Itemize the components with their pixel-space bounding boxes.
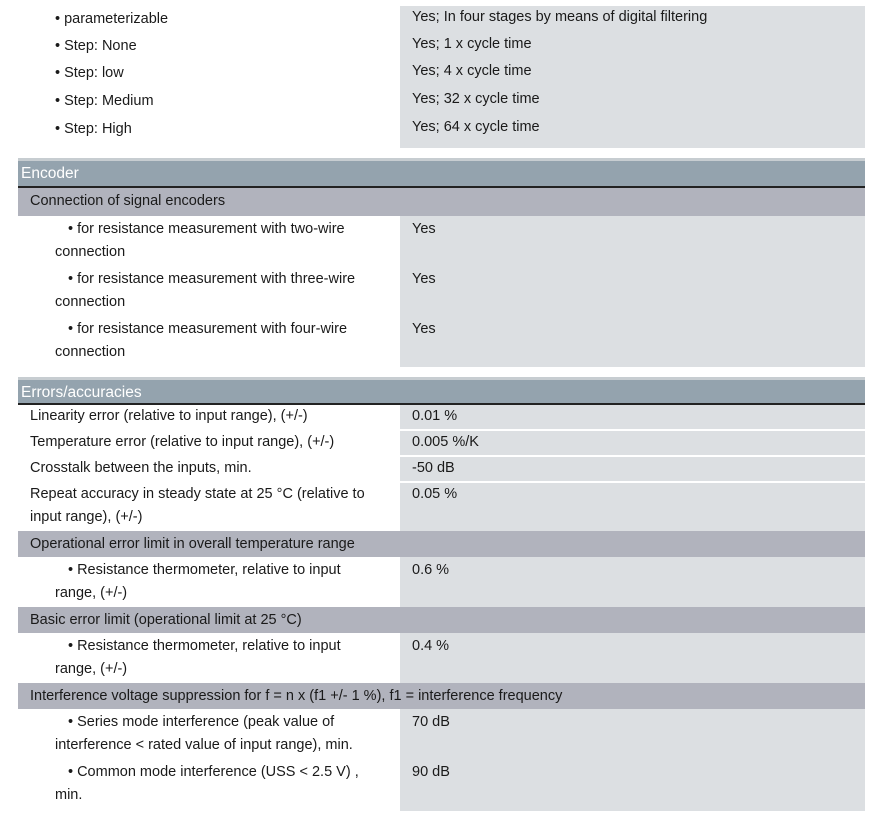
row-value: Yes; 1 x cycle time	[400, 33, 865, 60]
row-label-line2: connection	[55, 294, 126, 310]
spec-sheet	[18, 0, 865, 811]
row-label: • Step: None	[18, 33, 398, 60]
row-label-line2: connection	[55, 344, 126, 360]
row-label	[18, 633, 398, 683]
row-label	[18, 216, 398, 266]
row-value: 0.01 %	[400, 405, 865, 429]
row-label-line1: • for resistance measurement with four-wire	[68, 318, 398, 341]
table-row	[18, 88, 865, 116]
row-label: • Step: low	[18, 60, 398, 88]
row-value: Yes; In four stages by means of digital filtering	[400, 6, 865, 33]
row-value: -50 dB	[400, 457, 865, 481]
row-label-line1: • for resistance measurement with two-wire	[68, 218, 398, 241]
table-row	[18, 216, 865, 266]
row-value: Yes	[400, 316, 865, 367]
row-value: 90 dB	[400, 759, 865, 811]
table-row	[18, 266, 865, 316]
row-label: Crosstalk between the inputs, min.	[30, 460, 252, 476]
row-label	[18, 266, 398, 316]
row-label-line2: interference < rated value of input range), min.	[55, 737, 353, 753]
section-header-errors: Errors/accuracies	[18, 377, 865, 405]
row-value: 0.05 %	[400, 483, 865, 531]
section-header-encoder: Encoder	[18, 158, 865, 188]
table-row	[18, 483, 865, 531]
row-label-line2: min.	[55, 787, 83, 803]
row-label	[18, 709, 398, 759]
table-row	[18, 6, 865, 33]
table-row	[18, 431, 865, 457]
row-value: Yes	[400, 216, 865, 266]
table-row	[18, 457, 865, 483]
row-label	[18, 483, 398, 531]
table-row	[18, 405, 865, 431]
errors-section	[18, 377, 865, 811]
subheading-basic-error: Basic error limit (operational limit at 25 °C)	[18, 607, 865, 633]
table-row	[18, 633, 865, 683]
row-value: Yes	[400, 266, 865, 316]
row-value: Yes; 4 x cycle time	[400, 60, 865, 88]
subheading-operational-error: Operational error limit in overall temperature range	[18, 531, 865, 557]
subheading-interference: Interference voltage suppression for f = n x (f1 +/- 1 %), f1 = interference frequency	[18, 683, 865, 709]
encoder-section	[18, 158, 865, 367]
row-value: 0.4 %	[400, 633, 865, 683]
table-row	[18, 33, 865, 60]
row-label	[18, 316, 398, 367]
row-value: 70 dB	[400, 709, 865, 759]
table-row	[18, 116, 865, 148]
row-label-line1: • Series mode interference (peak value of	[68, 711, 398, 734]
row-label-line1: • for resistance measurement with three-wire	[68, 268, 398, 291]
table-row	[18, 557, 865, 607]
subheading-connection: Connection of signal encoders	[18, 188, 865, 216]
table-row	[18, 709, 865, 759]
row-label-line1: • Resistance thermometer, relative to input	[68, 559, 398, 582]
row-label-line1: • Common mode interference (USS < 2.5 V) ,	[68, 761, 398, 784]
filter-block	[18, 6, 865, 148]
row-label-line2: range, (+/-)	[55, 585, 128, 601]
row-label: Linearity error (relative to input range), (+/-)	[18, 405, 398, 429]
row-value: Yes; 64 x cycle time	[400, 116, 865, 148]
row-label-line1: • Resistance thermometer, relative to input	[68, 635, 398, 658]
table-row	[18, 759, 865, 811]
row-label-line2: range, (+/-)	[55, 661, 128, 677]
row-value: 0.6 %	[400, 557, 865, 607]
row-label-line2: connection	[55, 244, 126, 260]
row-label	[18, 759, 398, 811]
row-label-line2: input range), (+/-)	[30, 509, 143, 525]
row-value: 0.005 %/K	[400, 431, 865, 455]
row-label: • parameterizable	[18, 6, 398, 33]
row-label: • Step: High	[18, 116, 398, 148]
row-label: Temperature error (relative to input range), (+/-)	[30, 434, 335, 450]
row-label: • Step: Medium	[18, 88, 398, 116]
row-value: Yes; 32 x cycle time	[400, 88, 865, 116]
row-label-line1: Repeat accuracy in steady state at 25 °C (relative to	[30, 486, 365, 502]
row-label	[18, 557, 398, 607]
table-row	[18, 60, 865, 88]
table-row	[18, 316, 865, 367]
